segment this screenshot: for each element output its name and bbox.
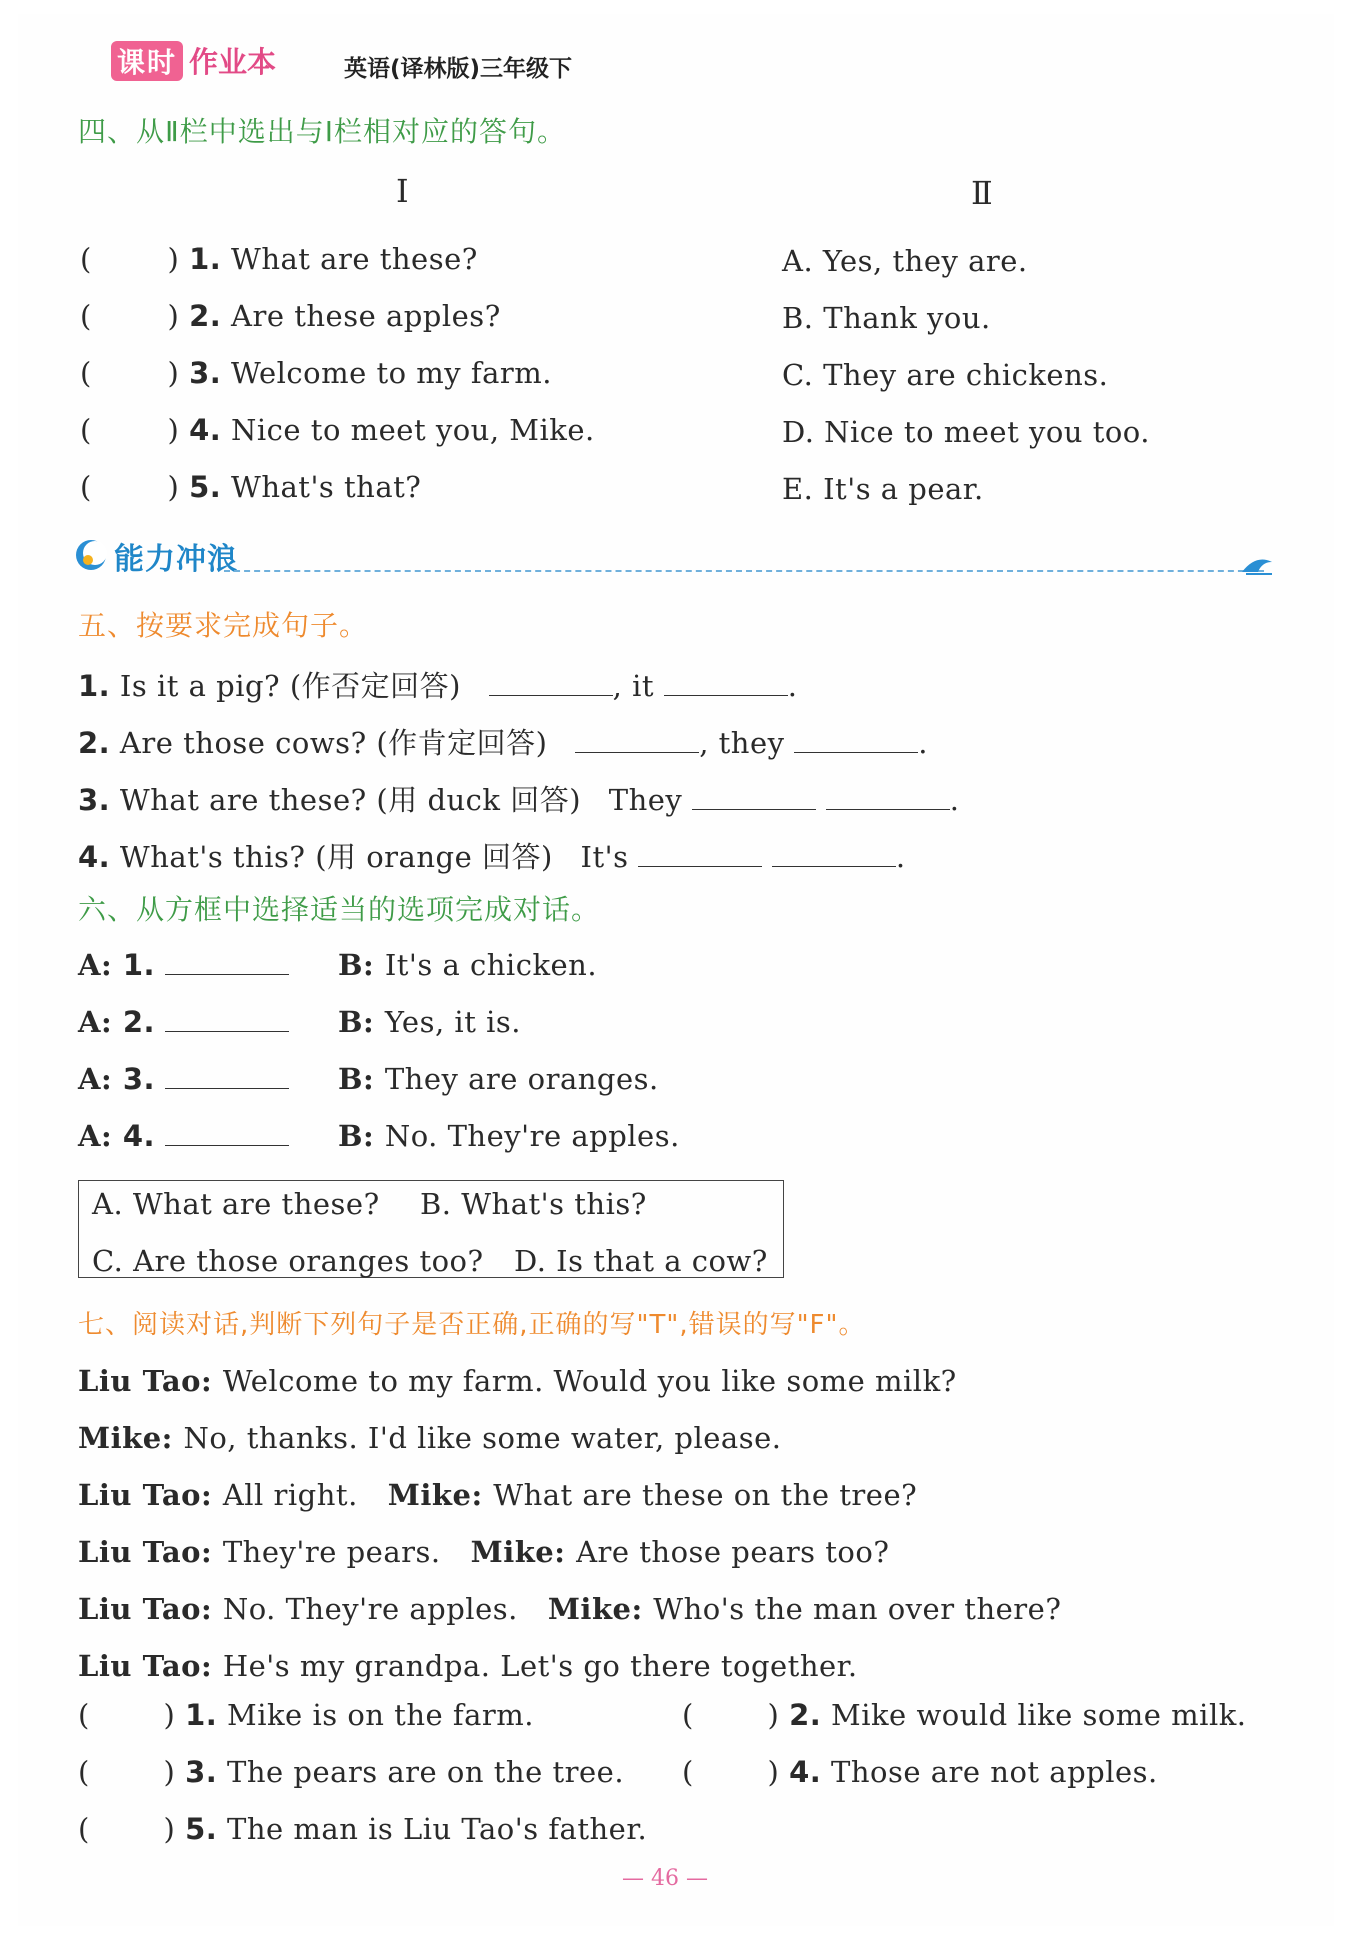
s6-dialog-reply: B: It's a chicken. <box>338 948 598 982</box>
dialogue-line: Liu Tao: No. They're apples. Mike: Who's the man over there? <box>78 1592 1062 1626</box>
s5-item: 3. What are these? (用 duck 回答) They . <box>78 783 960 817</box>
section-5-title: 五、按要求完成句子。 <box>78 609 369 642</box>
judge-item: ( ) 4. Those are not apples. <box>682 1755 1158 1789</box>
s6-dialog-row: A: 2. <box>78 1005 289 1039</box>
header-logo <box>111 40 276 81</box>
s4-answer: B. Thank you. <box>782 301 991 335</box>
s6-dialog-reply: B: Yes, it is. <box>338 1005 521 1039</box>
s6-dialog-row: A: 4. <box>78 1119 289 1153</box>
answer-blank[interactable] <box>165 950 289 975</box>
surf-icon <box>1240 550 1274 580</box>
answer-blank[interactable] <box>575 728 699 753</box>
s4-answer: D. Nice to meet you too. <box>782 415 1150 449</box>
section-4-title: 四、从Ⅱ栏中选出与Ⅰ栏相对应的答句。 <box>78 115 567 148</box>
s5-item: 4. What's this? (用 orange 回答) It's . <box>78 840 906 874</box>
answer-blank[interactable] <box>638 842 762 867</box>
s5-item: 2. Are those cows? (作肯定回答) , they . <box>78 726 928 760</box>
logo-badge: 课时 <box>111 41 183 81</box>
option-item: B. What's this? <box>420 1187 647 1221</box>
column-1-header: Ⅰ <box>396 172 409 210</box>
column-2-header: Ⅱ <box>971 174 993 212</box>
answer-blank[interactable] <box>664 671 788 696</box>
judge-item: ( ) 5. The man is Liu Tao's father. <box>78 1812 648 1846</box>
dialogue-line: Liu Tao: They're pears. Mike: Are those pears too? <box>78 1535 890 1569</box>
answer-blank[interactable] <box>165 1007 289 1032</box>
answer-blank[interactable] <box>692 785 816 810</box>
s6-dialog-reply: B: No. They're apples. <box>338 1119 680 1153</box>
header-subject: 英语(译林版)三年级下 <box>344 56 573 82</box>
judge-item: ( ) 1. Mike is on the farm. <box>78 1698 534 1732</box>
banner-title: 能力冲浪 <box>114 542 238 577</box>
answer-blank[interactable] <box>165 1064 289 1089</box>
judge-item: ( ) 3. The pears are on the tree. <box>78 1755 625 1789</box>
section-6-title: 六、从方框中选择适当的选项完成对话。 <box>78 893 601 926</box>
s4-answer: A. Yes, they are. <box>782 244 1028 278</box>
section-7-title: 七、阅读对话,判断下列句子是否正确,正确的写"T",错误的写"F"。 <box>78 1310 866 1340</box>
answer-blank[interactable] <box>165 1121 289 1146</box>
s4-question: ( ) 5. What's that? <box>80 470 422 504</box>
s6-dialog-row: A: 3. <box>78 1062 289 1096</box>
s4-question: ( ) 1. What are these? <box>80 242 478 276</box>
logo-text: 作业本 <box>189 45 277 79</box>
s4-question: ( ) 4. Nice to meet you, Mike. <box>80 413 595 447</box>
answer-blank[interactable] <box>794 728 918 753</box>
dialogue-line: Liu Tao: Welcome to my farm. Would you like some milk? <box>78 1364 957 1398</box>
s4-question: ( ) 3. Welcome to my farm. <box>80 356 553 390</box>
option-item: A. What are these? <box>92 1187 380 1221</box>
judge-item: ( ) 2. Mike would like some milk. <box>682 1698 1247 1732</box>
s5-item: 1. Is it a pig? (作否定回答) , it . <box>78 669 798 703</box>
answer-blank[interactable] <box>772 842 896 867</box>
s4-question: ( ) 2. Are these apples? <box>80 299 501 333</box>
s4-answer: E. It's a pear. <box>782 472 984 506</box>
dialogue-line: Mike: No, thanks. I'd like some water, please. <box>78 1421 782 1455</box>
answer-blank[interactable] <box>489 671 613 696</box>
wave-icon <box>74 538 108 576</box>
option-item: C. Are those oranges too? <box>92 1244 484 1278</box>
dialogue-line: Liu Tao: He's my grandpa. Let's go there together. <box>78 1649 858 1683</box>
s6-dialog-reply: B: They are oranges. <box>338 1062 659 1096</box>
banner-divider <box>224 570 1264 572</box>
option-item: D. Is that a cow? <box>514 1244 768 1278</box>
s4-answer: C. They are chickens. <box>782 358 1109 392</box>
page-number: — 46 — <box>622 1866 708 1891</box>
dialogue-line: Liu Tao: All right. Mike: What are these on the tree? <box>78 1478 918 1512</box>
page <box>18 14 1334 1926</box>
answer-blank[interactable] <box>826 785 950 810</box>
s6-dialog-row: A: 1. <box>78 948 289 982</box>
